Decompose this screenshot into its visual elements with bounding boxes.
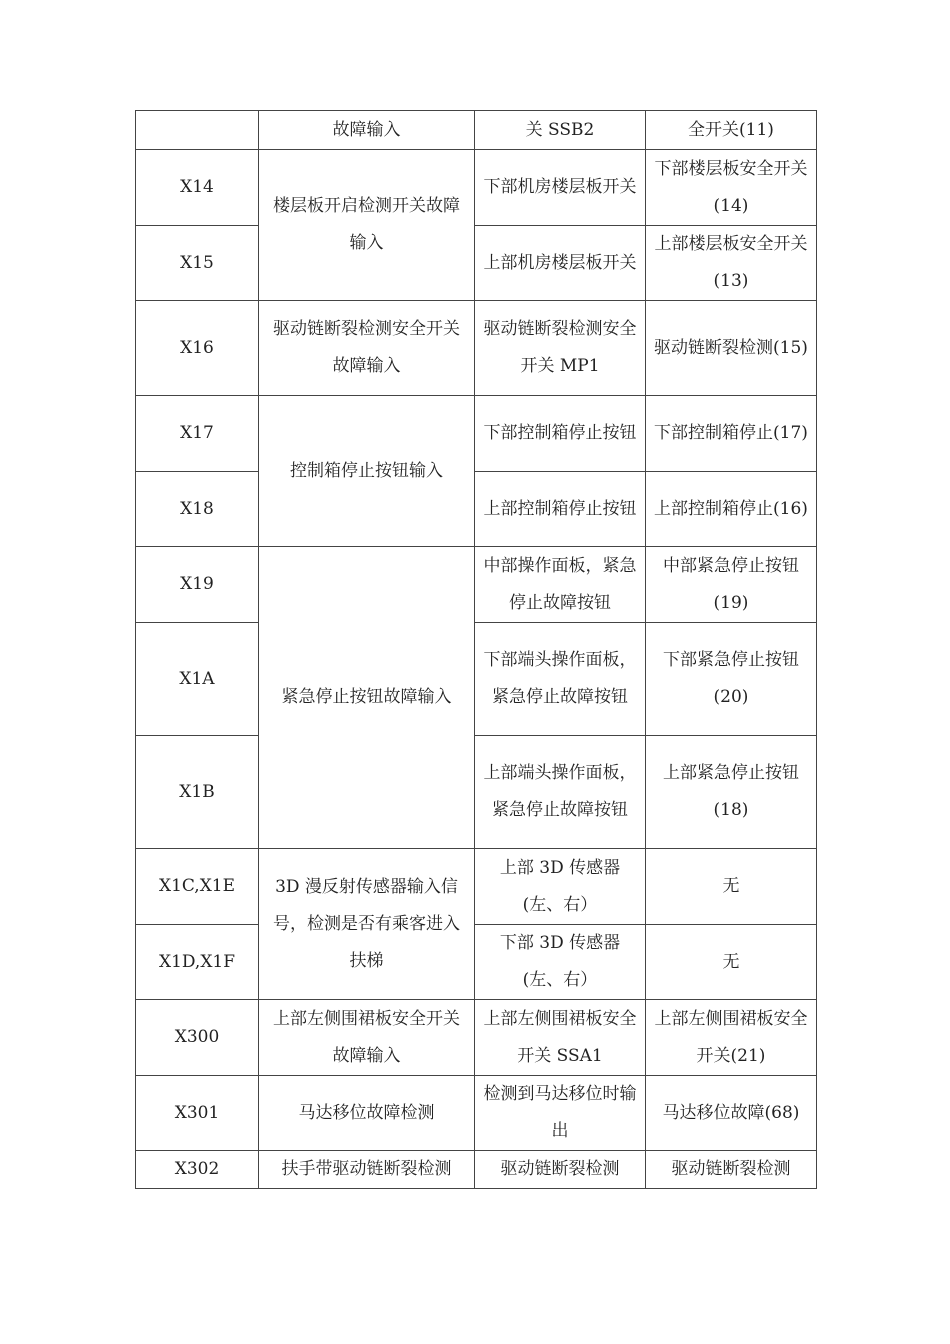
fault-cell: 马达移位故障(68) [646,1076,817,1151]
terminal-cell: X17 [136,396,259,472]
terminal-cell: X14 [136,150,259,226]
terminal-cell: X15 [136,226,259,301]
device-cell: 下部 3D 传感器(左、右） [475,925,646,1000]
device-cell: 驱动链断裂检测 [475,1151,646,1189]
fault-input-cell: 控制箱停止按钮输入 [259,396,475,547]
fault-cell: 上部左侧围裙板安全开关(21) [646,1000,817,1076]
fault-cell: 无 [646,849,817,925]
fault-input-cell: 楼层板开启检测开关故障输入 [259,150,475,301]
terminal-cell: X19 [136,547,259,623]
header-row [136,111,817,150]
table-row [136,925,817,1000]
fault-cell: 上部控制箱停止(16) [646,472,817,547]
table-row [136,226,817,301]
device-cell: 上部 3D 传感器(左、右） [475,849,646,925]
table-row [136,472,817,547]
fault-cell: 上部紧急停止按钮(18) [646,736,817,849]
table-row [136,736,817,849]
fault-input-cell: 扶手带驱动链断裂检测 [259,1151,475,1189]
device-cell: 上部端头操作面板，紧急停止故障按钮 [475,736,646,849]
table-row [136,150,817,226]
device-cell: 下部控制箱停止按钮 [475,396,646,472]
device-cell: 检测到马达移位时输出 [475,1076,646,1151]
terminal-cell: X16 [136,301,259,396]
terminal-cell: X301 [136,1076,259,1151]
terminal-cell: X302 [136,1151,259,1189]
table-row [136,1151,817,1189]
fault-cell: 下部紧急停止按钮(20) [646,623,817,736]
header-cell: 关 SSB2 [475,111,646,150]
fault-input-cell: 3D 漫反射传感器输入信号，检测是否有乘客进入扶梯 [259,849,475,1000]
device-cell: 中部操作面板，紧急停止故障按钮 [475,547,646,623]
header-cell: 故障输入 [259,111,475,150]
device-cell: 上部控制箱停止按钮 [475,472,646,547]
fault-cell: 下部控制箱停止(17) [646,396,817,472]
device-cell: 上部左侧围裙板安全开关 SSA1 [475,1000,646,1076]
terminal-cell: X18 [136,472,259,547]
device-cell: 驱动链断裂检测安全开关 MP1 [475,301,646,396]
table-row [136,1000,817,1076]
terminal-cell: X1B [136,736,259,849]
header-cell [136,111,259,150]
fault-cell: 无 [646,925,817,1000]
table-row [136,849,817,925]
table-row [136,301,817,396]
header-cell: 全开关(11) [646,111,817,150]
fault-input-cell: 上部左侧围裙板安全开关故障输入 [259,1000,475,1076]
terminal-cell: X1D,X1F [136,925,259,1000]
fault-input-cell: 驱动链断裂检测安全开关故障输入 [259,301,475,396]
fault-cell: 驱动链断裂检测(15) [646,301,817,396]
table-row [136,396,817,472]
terminal-cell: X1C,X1E [136,849,259,925]
table-row [136,623,817,736]
table-row [136,547,817,623]
terminal-cell: X1A [136,623,259,736]
table-row [136,1076,817,1151]
terminal-cell: X300 [136,1000,259,1076]
device-cell: 上部机房楼层板开关 [475,226,646,301]
fault-input-table [135,110,817,1189]
fault-cell: 上部楼层板安全开关(13) [646,226,817,301]
fault-input-cell: 马达移位故障检测 [259,1076,475,1151]
fault-cell: 中部紧急停止按钮(19) [646,547,817,623]
fault-input-cell: 紧急停止按钮故障输入 [259,547,475,849]
device-cell: 下部端头操作面板，紧急停止故障按钮 [475,623,646,736]
device-cell: 下部机房楼层板开关 [475,150,646,226]
fault-cell: 下部楼层板安全开关(14) [646,150,817,226]
fault-cell: 驱动链断裂检测 [646,1151,817,1189]
